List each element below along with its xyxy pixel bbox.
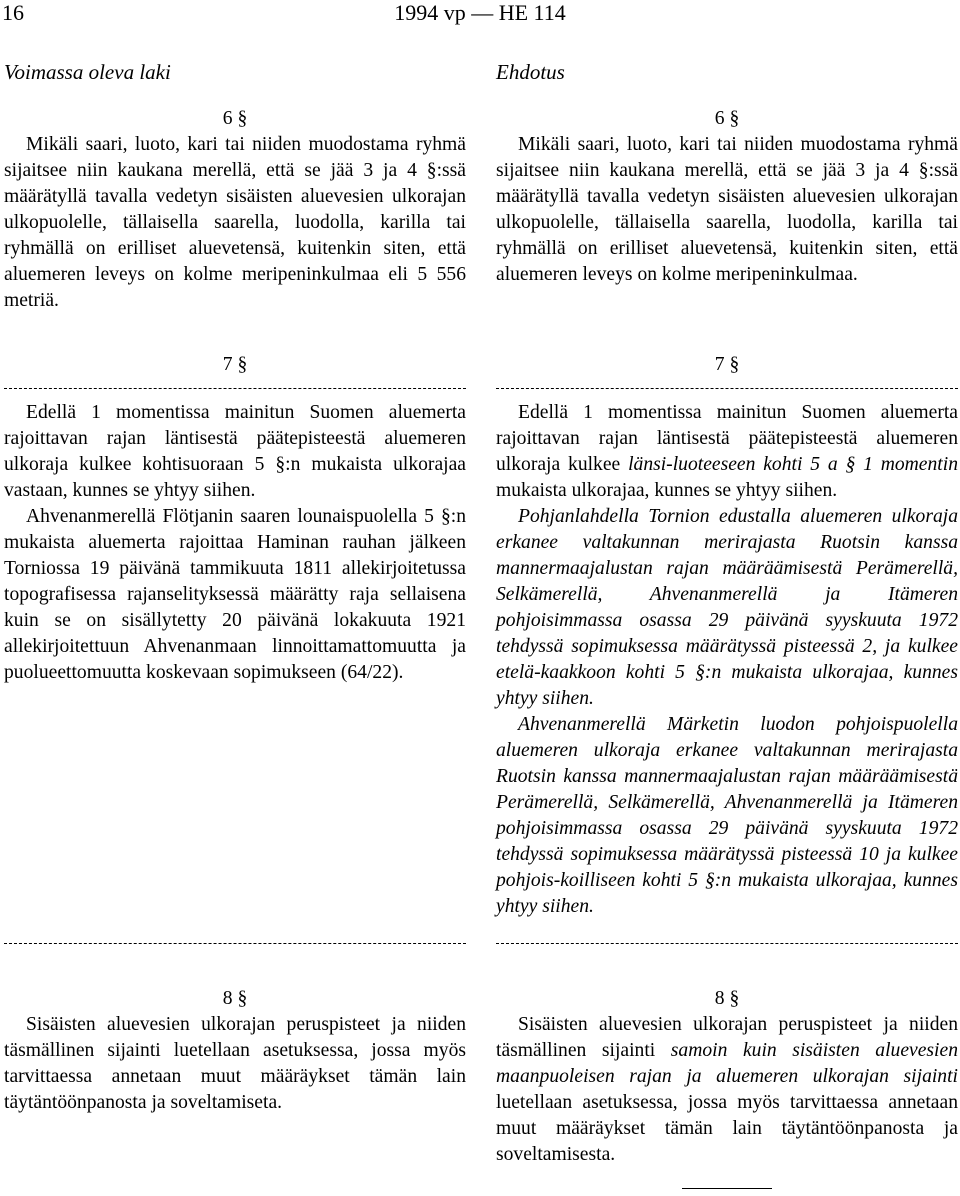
proposal-heading: Ehdotus [496,60,565,84]
new-paragraph [496,712,958,920]
section-paragraph [496,1012,958,1168]
proposal-section-8 [496,986,958,1168]
text-run: Sisäisten aluevesien ulkorajan peruspisteet ja niiden täsmällinen sijainti [496,1014,958,1061]
amended-text: länsi-luoteeseen kohti 5 a § 1 momentin [628,454,958,475]
section-number: 7 § [222,354,248,375]
section-number: 6 § [714,108,740,129]
amended-text: Pohjanlahdella Tornion edustalla aluemeren ulkoraja erkanee valtakunnan merirajasta Ruotsin kanssa mannermaajalustan rajan määräämisestä Perämerellä, Selkämerellä, Ahvenanmerellä ja Itämeren pohjoisimmassa osassa 29 päivänä syyskuuta 1972 tehdyssä sopimuksessa määrätyssä pisteessä 2, ja kulkee etelä-kaakkoon kohti 5 §:n mukaista ulkorajaa, kunnes yhtyy siihen. [496,506,958,709]
new-paragraph [496,504,958,712]
omitted-text-dashes [4,388,466,389]
section-paragraph: Ahvenanmerellä Flötjanin saaren lounaispuolella 5 §:n mukaista aluemerta rajoittaa Haminan rauhan jälkeen Torniossa 19 päivänä tammikuuta 1811 allekirjoitetussa topografisessa rajanselityksessä määrätty raja sellaisena kuin se on sisällytetty 20 päivänä lokakuuta 1921 allekirjoitettuun Ahvenanmaan linnoittamattomuutta ja puolueettomuutta koskevaan sopimukseen (64/22). [4,506,466,683]
page-header [0,0,960,30]
proposal-section-7 [496,352,958,920]
section-text: Mikäli saari, luoto, kari tai niiden muodostama ryhmä sijaitsee niin kaukana merellä, että se jää 3 ja 4 §:ssä määrätyllä tavalla vedetyn sisäisten aluevesien ulkorajan ulkopuolelle, tällaisella saarella, luodolla, karilla tai ryhmällä on erilliset aluevetensä, kuitenkin siten, että aluemeren leveys on kolme meripeninkulmaa eli 5 556 metriä. [4,134,466,311]
section-number: 7 § [714,354,740,375]
text-run: Edellä 1 momentissa mainitun Suomen aluemerta rajoittavan rajan läntisestä päätepisteestä aluemeren ulkoraja kulkee [496,402,958,475]
omitted-text-dashes [496,943,958,944]
section-number: 6 § [222,108,248,129]
current-section-8 [4,986,466,1116]
end-rule [682,1188,772,1189]
omitted-text-dashes [4,943,466,944]
text-run: mukaista ulkorajaa, kunnes se yhtyy siihen. [496,480,838,501]
current-section-7 [4,352,466,686]
section-paragraph: Edellä 1 momentissa mainitun Suomen aluemerta rajoittavan rajan läntisestä päätepisteestä aluemeren ulkoraja kulkee kohtisuoraan 5 §:n mukaista ulkorajaa vastaan, kunnes se yhtyy siihen. [4,402,466,501]
omitted-text-dashes [496,388,958,389]
page-number: 16 [2,0,24,25]
amended-text: samoin kuin sisäisten aluevesien maanpuoleisen rajan ja aluemeren ulkorajan sijainti [496,1040,958,1087]
section-text: Mikäli saari, luoto, kari tai niiden muodostama ryhmä sijaitsee niin kaukana merellä, että se jää 3 ja 4 §:ssä määrätyllä tavalla vedetyn sisäisten aluevesien ulkorajan ulkopuolelle, tällaisella saarella, luodolla, karilla tai ryhmällä on erilliset aluevetensä, kuitenkin siten, että aluemeren leveys on kolme meripeninkulmaa. [496,134,958,285]
section-number: 8 § [714,988,740,1009]
amended-text: Ahvenanmerellä Märketin luodon pohjoispuolella aluemeren ulkoraja erkanee valtakunnan merirajasta Ruotsin kanssa mannermaajalustan rajan määräämisestä Perämerellä, Selkämerellä, Ahvenanmerellä ja Itämeren pohjoisimmassa osassa 29 päivänä syyskuuta 1972 tehdyssä sopimuksessa määrätyssä pisteessä 10 ja kulkee pohjois-koilliseen kohti 5 §:n mukaista ulkorajaa, kunnes yhtyy siihen. [496,714,958,917]
text-run: luetellaan asetuksessa, jossa myös tarvittaessa annetaan muut määräykset tämän lain täytäntöönpanosta ja soveltamisesta. [496,1092,958,1165]
section-paragraph [496,400,958,504]
current-law-heading: Voimassa oleva laki [4,60,171,84]
current-section-6 [4,106,466,314]
proposal-section-6 [496,106,958,288]
document-reference: 1994 vp — HE 114 [394,0,566,25]
section-number: 8 § [222,988,248,1009]
section-text: Sisäisten aluevesien ulkorajan peruspisteet ja niiden täsmällinen sijainti luetellaan asetuksessa, jossa myös tarvittaessa annetaan muut määräykset tämän lain täytäntöönpanosta ja soveltamiseta. [4,1014,466,1113]
